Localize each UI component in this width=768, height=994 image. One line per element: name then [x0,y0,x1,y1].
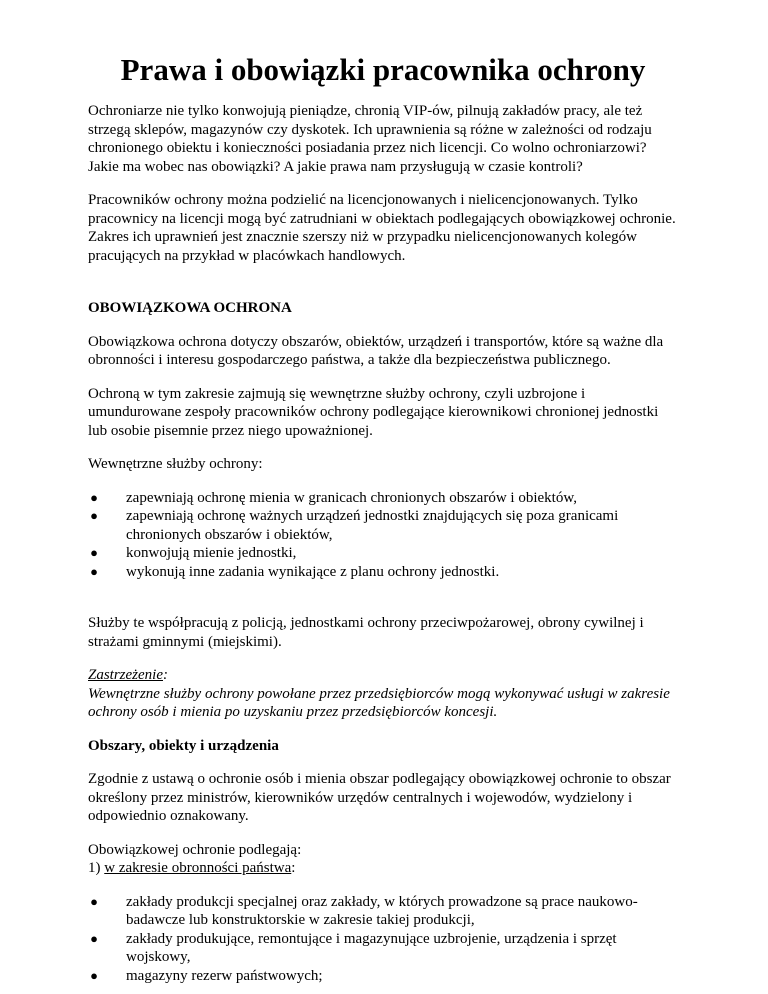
point-1-number: 1) [88,860,105,876]
intro-paragraph-2: Pracowników ochrony można podzielić na licencjonowanych i nielicencjonowanych. Tylko pracownicy na licencji mogą być zatrudniani w obiektach podlegających obowiązkowej ochronie. Zakres ich uprawnień jest znacznie szerszy niż w przypadku nielicencjonowanych kolegów pracujących na przykład w placówkach handlowych. [88,192,676,264]
services-list [88,489,678,582]
list-item: ● konwojują mienie jednostki, [88,544,678,563]
defense-list [88,893,678,986]
list-item: ● zapewniają ochronę mienia w granicach chronionych obszarów i obiektów, [88,489,678,508]
section-heading-obowiazkowa: OBOWIĄZKOWA OCHRONA [88,300,292,316]
bullet-icon: ● [90,563,98,579]
point-1-text: w zakresie obronności państwa [104,860,292,876]
list-item: ● zakłady produkujące, remontujące i magazynujące uzbrojenie, urządzenia i sprzęt wojskowy, [88,930,678,967]
bullet-icon: ● [90,930,98,946]
cooperation-paragraph: Służby te współpracują z policją, jednostkami ochrony przeciwpożarowej, obrony cywilnej i strażami gminnymi (miejskimi). [88,615,644,650]
list-item: ● magazyny rezerw państwowych; [88,967,678,986]
obowiazkowa-paragraph-1: Obowiązkowa ochrona dotyczy obszarów, obiektów, urządzeń i transportów, które są ważne dla obronności i interesu gospodarczego państwa, a także dla bezpieczeństwa publicznego. [88,333,664,368]
obszary-paragraph-1: Zgodnie z ustawą o ochronie osób i mienia obszar podlegający obowiązkowej ochronie to obszar określony przez ministrów, kierowników urzędów centralnych i wojewodów, wydzielony i odpowiednio oznakowany. [88,771,671,824]
bullet-icon: ● [90,489,98,505]
bullet-icon: ● [90,545,98,560]
point-1-label [88,859,678,878]
intro-paragraph-1: Ochroniarze nie tylko konwojują pieniądze, chronią VIP-ów, pilnują zakładów pracy, ale też strzegą sklepów, magazynów czy dyskotek. Ich uprawnienia są różne w zależności od rodzaju chronionego obiektu i konieczności posiadania przez nich licencji. Co wolno ochroniarzowi? Jakie ma wobec nas obowiązki? A jakie prawa nam przysługują w czasie kontroli? [88,103,652,175]
reservation-colon: : [163,667,168,683]
reservation-text: Wewnętrzne służby ochrony powołane przez przedsiębiorców mogą wykonywać usługi w zakresie ochrony osób i mienia po uzyskaniu przez przedsiębiorców koncesji. [88,685,670,720]
protected-list-intro: Obowiązkowej ochronie podlegają: [88,841,302,858]
list-item: ● zakłady produkcji specjalnej oraz zakłady, w których prowadzone są prace naukowo-badawcze lub konstruktorskie w zakresie takiej produkcji, [88,893,678,930]
services-list-intro: Wewnętrzne służby ochrony: [88,456,263,472]
list-item: ● zapewniają ochronę ważnych urządzeń jednostki znajdujących się poza granicami chronionych obszarów i obiektów, [88,507,678,544]
obowiazkowa-paragraph-2: Ochroną w tym zakresie zajmują się wewnętrzne służby ochrony, czyli uzbrojone i umundurowane zespoły pracowników ochrony podlegające kierownikowi chronionej jednostki lub osobie pisemnie przez niego upoważnionej. [88,385,659,439]
reservation-note [88,666,678,722]
point-1-colon: : [291,860,296,876]
list-item: ● wykonują inne zadania wynikające z planu ochrony jednostki. [88,563,678,582]
section-heading-obszary: Obszary, obiekty i urządzenia [88,737,279,754]
bullet-icon: ● [90,893,98,909]
reservation-label: Zastrzeżenie [88,667,163,683]
bullet-icon: ● [90,967,98,983]
bullet-icon: ● [90,508,98,523]
page-title: Prawa i obowiązki pracownika ochrony [120,52,646,87]
